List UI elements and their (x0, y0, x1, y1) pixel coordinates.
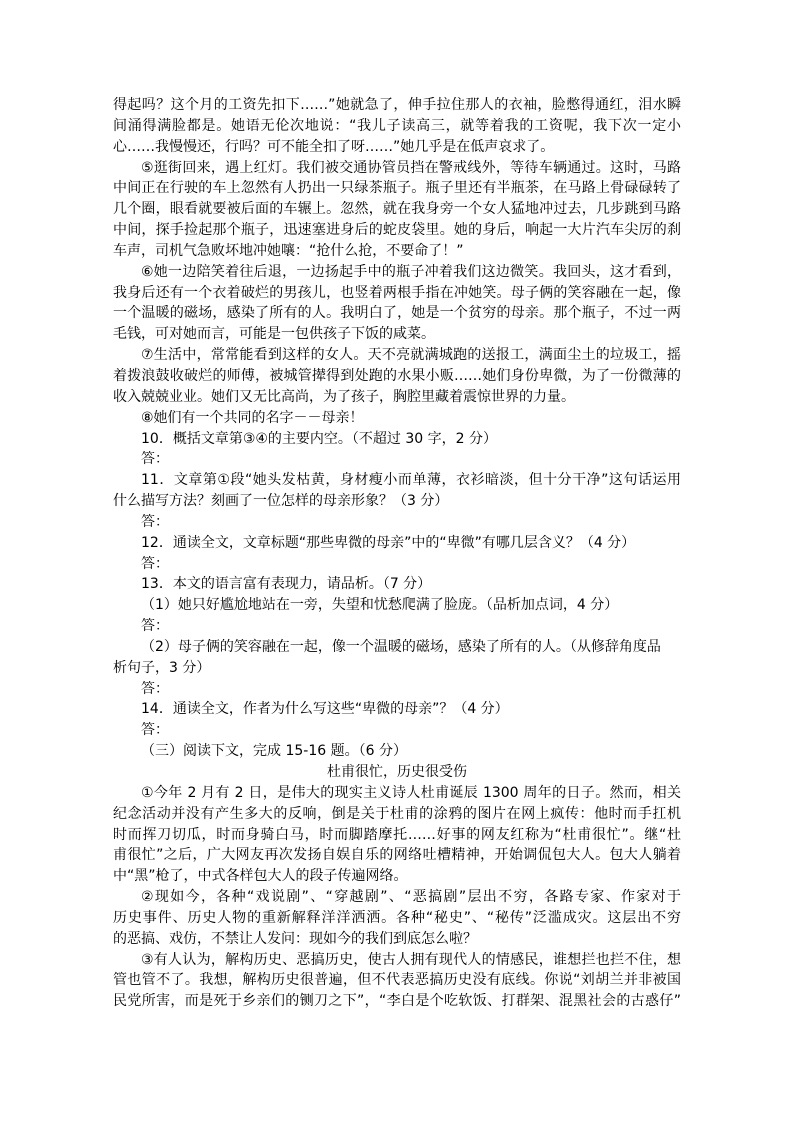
text-line: 间涌得满脸都是。她语无伦次地说：“我儿子读高三，就等着我的工资呢，我下次一定小 (113, 117, 681, 134)
text-line: 时而挥刀切瓜，时而身骑白马，时而脚踏摩托……好事的网友红称为“杜甫很忙”。继“杜 (113, 826, 681, 843)
body-paragraph (113, 262, 681, 345)
text-line: 收入兢兢业业。她们又无比高尚，为了孩子，胸腔里藏着震惊世界的力量。 (113, 388, 575, 405)
answer-paragraph (113, 720, 681, 741)
answer-paragraph (113, 449, 681, 470)
answer-label: 答： (141, 722, 169, 739)
text-line: ⑦生活中，常常能看到这样的女人。天不亮就满城跑的送报工，满面尘土的垃圾工，摇 (141, 347, 681, 364)
body-paragraph (113, 95, 681, 158)
answer-label: 答： (141, 513, 169, 530)
question-paragraph (113, 429, 681, 450)
question-paragraph (113, 533, 681, 554)
text-line: 民党所害，而是死于乡亲们的铡刀之下”，“李白是个吃软饭、打群架、混黑社会的古惑仔” (113, 993, 681, 1010)
question-paragraph (113, 470, 681, 512)
text-line: 管也管不了。我想，解构历史很普遍，但不代表恶搞历史没有底线。你说“刘胡兰并非被国 (113, 972, 681, 989)
text-line: ①今年 2 月有 2 日，是伟大的现实主义诗人杜甫诞辰 1300 周年的日子。然而，相关 (141, 784, 681, 801)
text-line: 中“黑”枪了，中式各样包大人的段子传遍网络。 (113, 868, 408, 885)
text-line: 纪念活动并没有产生多大的反响，倒是关于杜甫的涂鸦的图片在网上疯传：他时而手扛机 (113, 805, 681, 822)
text-line: ⑧她们有一个共同的名字－－母亲！ (141, 409, 364, 426)
text-line: 得起吗？这个月的工资先扣下……”她就急了，伸手拉住那人的衣袖，脸憋得通红，泪水瞬 (113, 97, 681, 113)
question-paragraph (113, 595, 681, 616)
answer-paragraph (113, 679, 681, 700)
text-line: 着拨浪鼓收破烂的师傅，被城管撵得到处跑的水果小贩……她们身份卑微，为了一份微薄的 (113, 367, 681, 384)
text-line: ⑥她一边陪笑着往后退，一边扬起手中的瓶子冲着我们这边微笑。我回头，这才看到， (141, 263, 681, 280)
text-line: 我身后还有一个衣着破烂的男孩儿，也竖着两根手指在冲她笑。母子俩的笑容融在一起，像 (113, 284, 681, 301)
text-line: 车声，司机气急败坏地冲她嚷：“抢什么抢，不要命了！” (113, 242, 464, 259)
body-paragraph (113, 408, 681, 429)
body-paragraph (113, 950, 681, 1013)
text-line: 心……我慢慢还，行吗？可不能全扣了呀……”她几乎是在低声哀求了。 (113, 138, 555, 155)
text-line: （1）她只好尴尬地站在一旁，失望和忧愁爬满了脸庞。（品析加点词，4 分） (141, 597, 619, 614)
text-line: 甫很忙”之后，广大网友再次发扬自娱自乐的网络吐槽精神，开始调侃包大人。包大人躺着 (113, 847, 681, 864)
question-paragraph (113, 699, 681, 720)
text-line: （2）母子俩的笑容融在一起，像一个温暖的磁场，感染了所有的人。（从修辞角度品 (141, 638, 661, 655)
text-line: 12．通读全文，文章标题“那些卑微的母亲”中的“卑微”有哪几层含义？（4 分） (141, 534, 636, 551)
text-line: 毛钱，可对她而言，可能是一包供孩子下饭的咸菜。 (113, 326, 435, 343)
text-line: ③有人认为，解构历史、恶搞历史，使古人拥有现代人的情感民，谁想拦也拦不住，想 (141, 951, 681, 968)
text-line: 10．概括文章第③④的主要内空。（不超过 30 字，2 分） (141, 430, 497, 447)
question-paragraph (113, 637, 681, 679)
text-line: ⑤逛街回来，遇上红灯。我们被交通协管员挡在警戒线外，等待车辆通过。这时，马路 (141, 159, 681, 176)
text-line: 杜甫很忙，历史很受伤 (327, 764, 467, 780)
answer-paragraph (113, 512, 681, 533)
text-line: 中间正在行驶的车上忽然有人扔出一只绿茶瓶子。瓶子里还有半瓶茶，在马路上骨碌碌转了 (113, 180, 681, 197)
body-paragraph (113, 345, 681, 408)
answer-label: 答： (141, 555, 169, 572)
body-paragraph (113, 783, 681, 887)
text-line: 几个圈，眼看就要被后面的车辗上。忽然，就在我身旁一个女人猛地冲过去，几步跳到马路 (113, 201, 681, 218)
text-line: ②现如今，各种“戏说剧”、“穿越剧”、“恶搞剧”层出不穷，各路专家、作家对于 (141, 889, 681, 906)
document-page (113, 95, 681, 1012)
body-paragraph (113, 158, 681, 262)
answer-paragraph (113, 616, 681, 637)
text-line: 13．本文的语言富有表现力，请品析。（7 分） (141, 576, 432, 593)
body-paragraph (113, 887, 681, 950)
answer-label: 答： (141, 618, 169, 635)
text-line: （三）阅读下文，完成 15-16 题。（6 分） (141, 743, 407, 760)
text-line: 11．文章第①段“她头发枯黄，身材瘦小而单薄，衣衫暗淡，但十分干净”这句话运用 (141, 472, 681, 489)
section-paragraph (113, 741, 681, 762)
text-line: 什么描写方法？刻画了一位怎样的母亲形象？（3 分） (113, 493, 449, 510)
question-paragraph (113, 574, 681, 595)
text-line: 14．通读全文，作者为什么写这些“卑微的母亲”？（4 分） (141, 701, 509, 718)
text-line: 历史事件、历史人物的重新解释洋洋洒洒。各种“秘史”、“秘传”泛滥成灾。这层出不穷 (113, 909, 681, 926)
text-line: 析句子，3 分） (113, 659, 211, 676)
answer-paragraph (113, 554, 681, 575)
article-title (113, 762, 681, 783)
text-line: 一个温暖的磁场，感染了所有的人。我明白了，她是一个贫穷的母亲。那个瓶子，不过一两 (113, 305, 681, 322)
text-line: 中间，探手捡起那个瓶子，迅速塞进身后的蛇皮袋里。她的身后，响起一大片汽车尖厉的刹 (113, 222, 681, 239)
answer-label: 答： (141, 451, 169, 468)
answer-label: 答： (141, 680, 169, 697)
text-line: 的恶搞、戏仿，不禁让人发问：现如今的我们到底怎么啦？ (113, 930, 477, 947)
